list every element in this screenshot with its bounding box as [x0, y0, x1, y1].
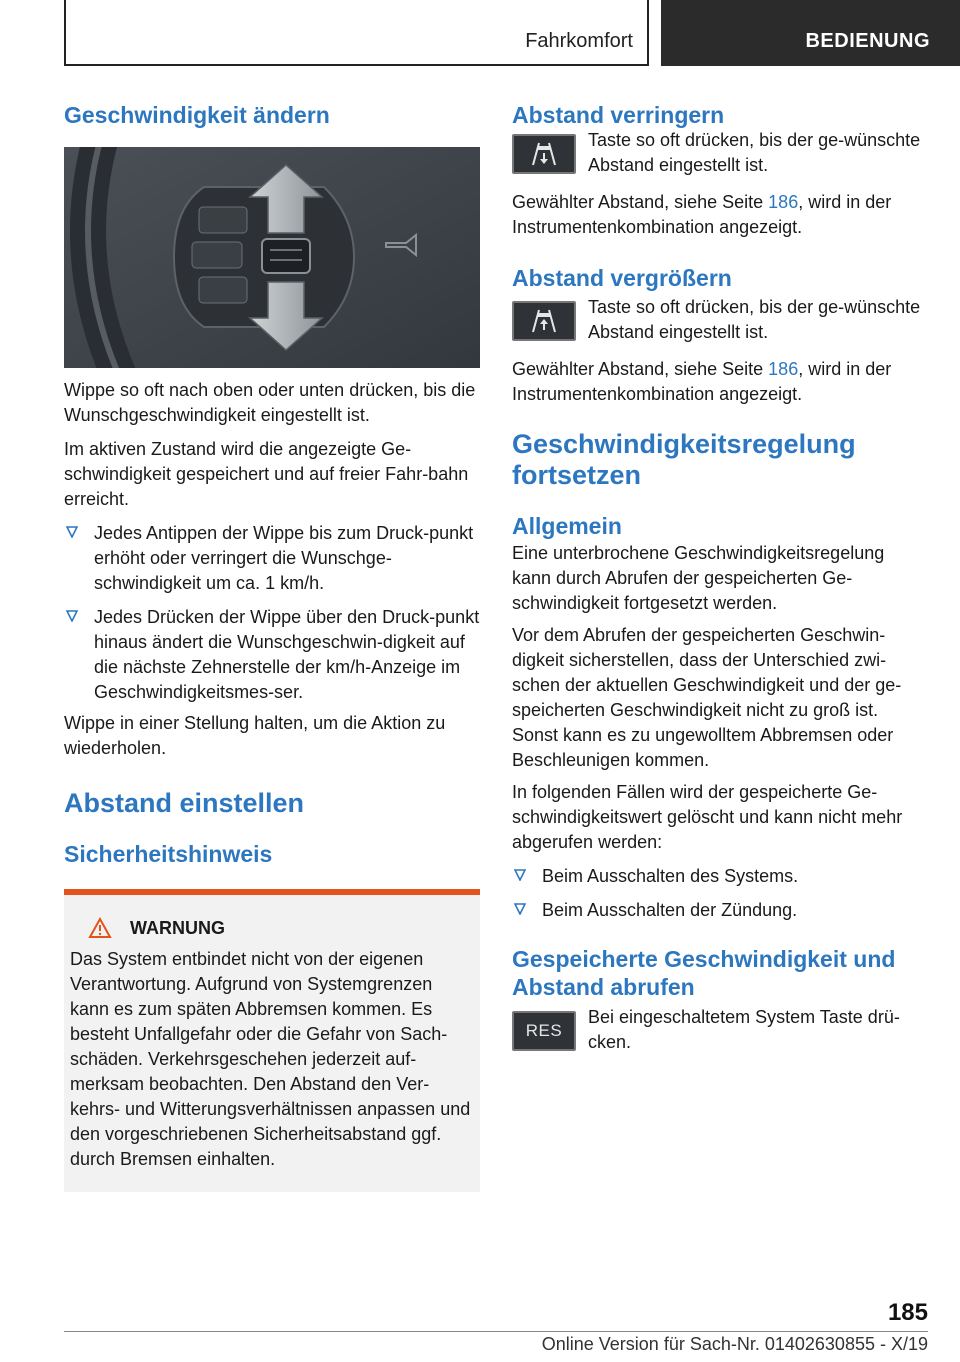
res-button-row [512, 1005, 928, 1055]
chapter-label: BEDIENUNG [805, 30, 930, 52]
res-button-icon [512, 1011, 576, 1051]
reference-text: , wird in der Instrumentenkombination angezeigt. [512, 359, 892, 404]
bullet-list [512, 864, 928, 923]
warning-title [88, 917, 472, 939]
warning-triangle-icon [88, 917, 112, 939]
triangle-bullet-icon [514, 869, 526, 881]
reference-text: Gewählter Abstand, siehe Seite [512, 359, 769, 379]
heading-speed-change: Geschwindigkeit ändern [64, 102, 330, 128]
list-item-text: Jedes Antippen der Wippe bis zum Druck‐punkt erhöht oder verringert die Wunschge‐schwindigkeit um ca. 1 km/h. [94, 523, 474, 593]
warning-text: Das System entbindet nicht von der eigenen Verantwortung. Aufgrund von Systemgrenzen kann es zum späten Abbremsen kommen. Es besteht Unfallgefahr oder die Gefahr von Sach‐schäden. Verkehrsgeschehen jederzeit auf‐merksam beobachten. Den Abstand den Ver‐kehrs- und Witterungsverhältnissen anpassen und den vorgeschriebenen Sicherheitsabstand ggf. durch Bremsen einhalten. [70, 949, 471, 1169]
list-item [64, 605, 480, 705]
list-item-text: Beim Ausschalten des Systems. [542, 866, 799, 886]
heading-resume-cruise: Geschwindigkeitsregelung fortsetzen [512, 429, 856, 490]
page-link[interactable]: 186 [768, 192, 799, 212]
paragraph: In folgenden Fällen wird der gespeicherte Ge‐schwindigkeitswert gelöscht und kann nicht mehr abgerufen werden: [512, 782, 903, 852]
paragraph: Vor dem Abrufen der gespeicherten Geschwin‐digkeit sicherstellen, dass der Unterschied zwi‐schen der aktuellen Geschwindigkeit und der ge‐speicherten Geschwindigkeit nicht zu groß ist. Sonst kann es zu ungewolltem Abbremsen oder Beschleunigen kommen. [512, 625, 902, 770]
footer-divider [64, 1331, 928, 1332]
res-label: RES [525, 1021, 563, 1040]
reference-text: , wird in der Instrumentenkombination angezeigt. [512, 192, 892, 237]
heading-safety-note: Sicherheitshinweis [64, 841, 273, 867]
decrease-instruction: Taste so oft drücken, bis der ge‐wünschte Abstand eingestellt ist. [588, 130, 921, 175]
paragraph: Wippe in einer Stellung halten, um die Aktion zu wiederholen. [64, 713, 446, 758]
list-item [512, 864, 928, 889]
list-item-text: Beim Ausschalten der Zündung. [542, 900, 798, 920]
increase-instruction: Taste so oft drücken, bis der ge‐wünschte Abstand eingestellt ist. [588, 297, 921, 342]
heading-distance-setting: Abstand einstellen [64, 788, 305, 818]
steering-wheel-rocker-icon [64, 147, 480, 368]
left-column [64, 100, 480, 1192]
page-link[interactable]: 186 [768, 359, 799, 379]
footer-text: Online Version für Sach-Nr. 01402630855 - X/19 [541, 1334, 928, 1354]
distance-increase-icon [512, 301, 576, 341]
warning-label: WARNUNG [130, 918, 225, 938]
decrease-button-row [512, 128, 928, 178]
list-item [64, 521, 480, 596]
right-column [512, 100, 928, 1055]
warning-box [64, 889, 480, 1192]
paragraph: Eine unterbrochene Geschwindigkeitsregelung kann durch Abrufen der gespeicherten Ge‐schwindigkeit fortgesetzt werden. [512, 543, 885, 613]
page-number: 185 [887, 1299, 928, 1326]
paragraph [512, 190, 928, 240]
section-label: Fahrkomfort [525, 30, 633, 52]
increase-button-row [512, 295, 928, 345]
heading-distance-increase: Abstand vergrößern [512, 265, 732, 291]
triangle-bullet-icon [66, 610, 78, 622]
paragraph: Wippe so oft nach oben oder unten drücken, bis die Wunschgeschwindigkeit eingestellt ist. [64, 380, 476, 425]
triangle-bullet-icon [66, 526, 78, 538]
list-item [512, 898, 928, 923]
heading-general: Allgemein [512, 513, 622, 539]
paragraph [512, 357, 928, 407]
heading-distance-decrease: Abstand verringern [512, 102, 725, 128]
section-tab [64, 0, 649, 66]
page-header [0, 0, 960, 66]
triangle-bullet-icon [514, 903, 526, 915]
heading-recall-speed-distance: Gespeicherte Geschwindigkeit und Abstand abrufen [512, 946, 896, 1000]
bullet-list [64, 521, 480, 705]
list-item-text: Jedes Drücken der Wippe über den Druck‐punkt hinaus ändert die Wunschgeschwin‐digkeit auf die nächste Zehnerstelle der km/h‑Anzeige im Geschwindigkeitsmes‐ser. [94, 607, 480, 702]
distance-decrease-icon [512, 134, 576, 174]
chapter-tab [661, 0, 960, 66]
steering-wheel-figure [64, 147, 480, 368]
reference-text: Gewählter Abstand, siehe Seite [512, 192, 769, 212]
recall-instruction: Bei eingeschaltetem System Taste drü‐cken. [588, 1007, 900, 1052]
paragraph: Im aktiven Zustand wird die angezeigte Ge‐schwindigkeit gespeichert und auf freier Fahr‐bahn erreicht. [64, 439, 469, 509]
